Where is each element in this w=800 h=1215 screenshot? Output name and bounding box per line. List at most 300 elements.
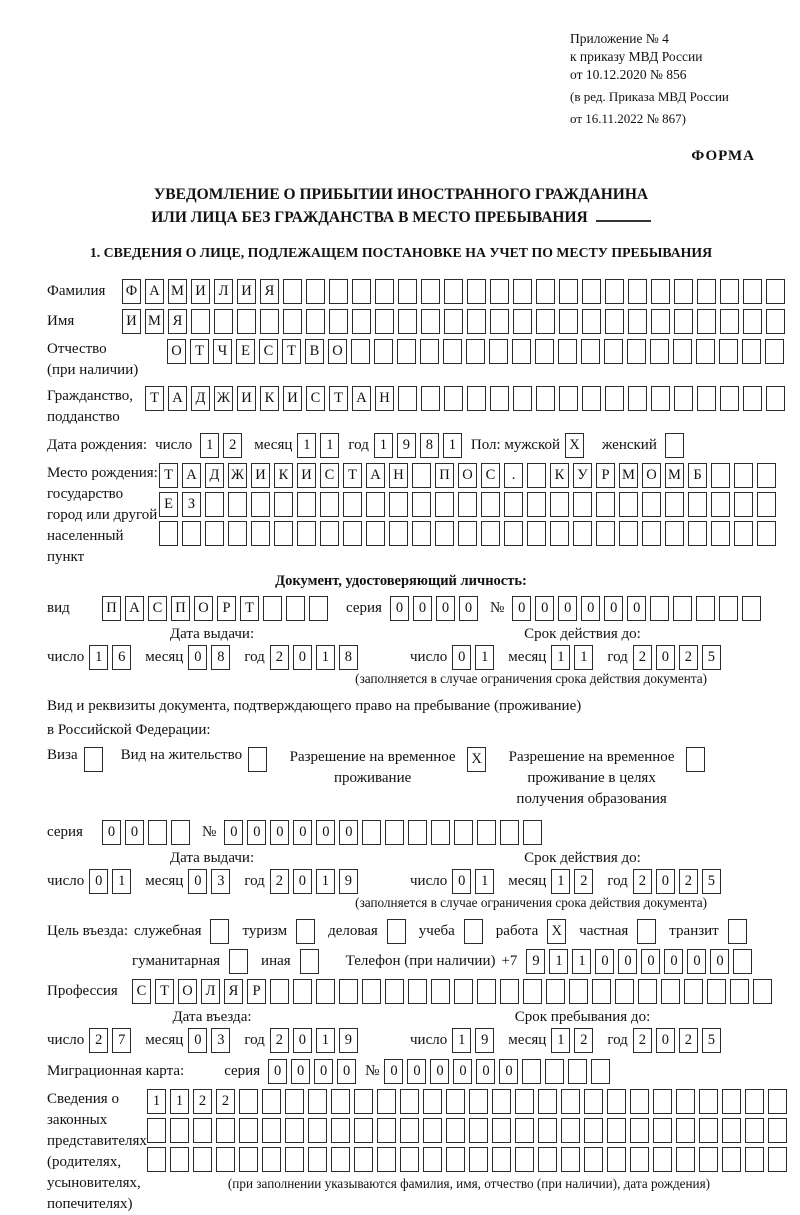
char-box[interactable]	[515, 1147, 534, 1172]
char-box[interactable]	[550, 521, 569, 546]
char-box[interactable]: О	[328, 339, 347, 364]
char-box[interactable]	[285, 1147, 304, 1172]
char-box[interactable]	[653, 1147, 672, 1172]
char-box[interactable]	[696, 339, 715, 364]
char-box[interactable]: Я	[168, 309, 187, 334]
char-box[interactable]	[757, 521, 776, 546]
char-box[interactable]: Е	[236, 339, 255, 364]
char-box[interactable]	[329, 309, 348, 334]
char-box[interactable]	[216, 1118, 235, 1143]
char-box[interactable]	[766, 309, 785, 334]
char-box[interactable]: 0	[247, 820, 266, 845]
char-box[interactable]	[400, 1118, 419, 1143]
char-box[interactable]	[665, 521, 684, 546]
char-box[interactable]	[605, 386, 624, 411]
char-box[interactable]	[171, 820, 190, 845]
char-box[interactable]	[674, 386, 693, 411]
char-box[interactable]	[228, 492, 247, 517]
char-box[interactable]: X	[467, 747, 486, 772]
char-box[interactable]	[696, 596, 715, 621]
char-box[interactable]	[148, 820, 167, 845]
char-box[interactable]	[306, 279, 325, 304]
char-box[interactable]: 0	[664, 949, 683, 974]
char-box[interactable]: Б	[688, 463, 707, 488]
char-box[interactable]: Н	[389, 463, 408, 488]
char-box[interactable]	[490, 279, 509, 304]
char-box[interactable]: Т	[343, 463, 362, 488]
char-box[interactable]	[467, 309, 486, 334]
char-box[interactable]	[331, 1147, 350, 1172]
char-box[interactable]: А	[168, 386, 187, 411]
char-box[interactable]	[745, 1147, 764, 1172]
char-box[interactable]	[768, 1147, 787, 1172]
char-box[interactable]	[205, 521, 224, 546]
char-box[interactable]	[628, 309, 647, 334]
char-box[interactable]: 2	[216, 1089, 235, 1114]
char-box[interactable]: 0	[499, 1059, 518, 1084]
char-box[interactable]: 0	[656, 1028, 675, 1053]
char-box[interactable]: А	[352, 386, 371, 411]
char-box[interactable]	[467, 386, 486, 411]
char-box[interactable]	[329, 279, 348, 304]
char-box[interactable]	[500, 979, 519, 1004]
char-box[interactable]: 9	[339, 869, 358, 894]
char-box[interactable]: 2	[89, 1028, 108, 1053]
char-box[interactable]	[308, 1089, 327, 1114]
char-box[interactable]	[205, 492, 224, 517]
char-box[interactable]	[768, 1118, 787, 1143]
char-box[interactable]: 0	[656, 869, 675, 894]
char-box[interactable]	[210, 919, 229, 944]
char-box[interactable]: 1	[316, 645, 335, 670]
char-box[interactable]: 1	[89, 645, 108, 670]
char-box[interactable]	[605, 309, 624, 334]
char-box[interactable]: 2	[574, 1028, 593, 1053]
char-box[interactable]	[697, 386, 716, 411]
char-box[interactable]	[398, 386, 417, 411]
char-box[interactable]	[214, 309, 233, 334]
char-box[interactable]	[728, 919, 747, 944]
char-box[interactable]: 0	[604, 596, 623, 621]
char-box[interactable]	[730, 979, 749, 1004]
char-box[interactable]: 0	[581, 596, 600, 621]
char-box[interactable]: 9	[526, 949, 545, 974]
char-box[interactable]: 0	[407, 1059, 426, 1084]
char-box[interactable]	[573, 492, 592, 517]
char-box[interactable]	[607, 1089, 626, 1114]
char-box[interactable]	[408, 820, 427, 845]
char-box[interactable]: 0	[627, 596, 646, 621]
char-box[interactable]	[653, 1089, 672, 1114]
char-box[interactable]	[446, 1147, 465, 1172]
char-box[interactable]	[642, 521, 661, 546]
char-box[interactable]: 0	[618, 949, 637, 974]
char-box[interactable]: 0	[453, 1059, 472, 1084]
char-box[interactable]	[466, 339, 485, 364]
char-box[interactable]: 0	[595, 949, 614, 974]
char-box[interactable]	[688, 492, 707, 517]
char-box[interactable]	[513, 309, 532, 334]
char-box[interactable]	[464, 919, 483, 944]
char-box[interactable]	[343, 492, 362, 517]
char-box[interactable]	[569, 979, 588, 1004]
char-box[interactable]	[720, 309, 739, 334]
char-box[interactable]	[653, 1118, 672, 1143]
char-box[interactable]	[527, 492, 546, 517]
char-box[interactable]	[504, 492, 523, 517]
char-box[interactable]: М	[619, 463, 638, 488]
char-box[interactable]	[320, 492, 339, 517]
char-box[interactable]	[216, 1147, 235, 1172]
char-box[interactable]: 0	[337, 1059, 356, 1084]
char-box[interactable]: С	[306, 386, 325, 411]
char-box[interactable]	[722, 1118, 741, 1143]
char-box[interactable]: 1	[316, 869, 335, 894]
char-box[interactable]	[699, 1089, 718, 1114]
char-box[interactable]: 0	[452, 869, 471, 894]
char-box[interactable]	[182, 521, 201, 546]
char-box[interactable]	[582, 309, 601, 334]
char-box[interactable]	[523, 820, 542, 845]
char-box[interactable]: А	[145, 279, 164, 304]
char-box[interactable]	[607, 1118, 626, 1143]
char-box[interactable]	[444, 309, 463, 334]
char-box[interactable]	[260, 309, 279, 334]
char-box[interactable]	[481, 521, 500, 546]
char-box[interactable]	[536, 279, 555, 304]
char-box[interactable]: М	[145, 309, 164, 334]
char-box[interactable]: 0	[535, 596, 554, 621]
char-box[interactable]	[331, 1118, 350, 1143]
char-box[interactable]	[490, 309, 509, 334]
char-box[interactable]	[720, 386, 739, 411]
char-box[interactable]	[375, 309, 394, 334]
char-box[interactable]: 2	[679, 869, 698, 894]
char-box[interactable]	[582, 386, 601, 411]
char-box[interactable]: 0	[270, 820, 289, 845]
char-box[interactable]	[684, 979, 703, 1004]
char-box[interactable]: О	[642, 463, 661, 488]
char-box[interactable]: 9	[397, 433, 416, 458]
char-box[interactable]	[651, 279, 670, 304]
char-box[interactable]: А	[366, 463, 385, 488]
char-box[interactable]	[522, 1059, 541, 1084]
char-box[interactable]: Т	[145, 386, 164, 411]
char-box[interactable]	[343, 521, 362, 546]
char-box[interactable]: 0	[268, 1059, 287, 1084]
char-box[interactable]	[362, 979, 381, 1004]
char-box[interactable]: 0	[89, 869, 108, 894]
char-box[interactable]	[699, 1118, 718, 1143]
char-box[interactable]	[489, 339, 508, 364]
char-box[interactable]	[546, 979, 565, 1004]
char-box[interactable]	[561, 1147, 580, 1172]
char-box[interactable]: З	[182, 492, 201, 517]
char-box[interactable]	[229, 949, 248, 974]
char-box[interactable]: И	[251, 463, 270, 488]
char-box[interactable]	[651, 386, 670, 411]
char-box[interactable]	[561, 1118, 580, 1143]
char-box[interactable]: 1	[147, 1089, 166, 1114]
char-box[interactable]	[454, 979, 473, 1004]
char-box[interactable]	[638, 979, 657, 1004]
char-box[interactable]	[300, 949, 319, 974]
char-box[interactable]: 2	[193, 1089, 212, 1114]
char-box[interactable]	[420, 339, 439, 364]
char-box[interactable]	[768, 1089, 787, 1114]
char-box[interactable]: Ч	[213, 339, 232, 364]
char-box[interactable]	[170, 1147, 189, 1172]
char-box[interactable]	[743, 386, 762, 411]
char-box[interactable]	[467, 279, 486, 304]
char-box[interactable]	[285, 1118, 304, 1143]
char-box[interactable]: И	[297, 463, 316, 488]
char-box[interactable]: 8	[420, 433, 439, 458]
char-box[interactable]	[387, 919, 406, 944]
char-box[interactable]: 8	[211, 645, 230, 670]
char-box[interactable]: 1	[572, 949, 591, 974]
char-box[interactable]	[535, 339, 554, 364]
char-box[interactable]	[745, 1118, 764, 1143]
char-box[interactable]: С	[481, 463, 500, 488]
char-box[interactable]	[573, 521, 592, 546]
char-box[interactable]	[742, 339, 761, 364]
char-box[interactable]	[366, 521, 385, 546]
char-box[interactable]: 1	[475, 869, 494, 894]
char-box[interactable]	[650, 339, 669, 364]
char-box[interactable]: 1	[316, 1028, 335, 1053]
char-box[interactable]	[262, 1118, 281, 1143]
char-box[interactable]	[513, 279, 532, 304]
char-box[interactable]	[481, 492, 500, 517]
char-box[interactable]: 0	[339, 820, 358, 845]
char-box[interactable]: Л	[201, 979, 220, 1004]
char-box[interactable]: 0	[476, 1059, 495, 1084]
char-box[interactable]	[446, 1089, 465, 1114]
char-box[interactable]	[421, 386, 440, 411]
char-box[interactable]	[431, 979, 450, 1004]
char-box[interactable]: 2	[270, 645, 289, 670]
char-box[interactable]	[559, 279, 578, 304]
char-box[interactable]: О	[178, 979, 197, 1004]
char-box[interactable]	[745, 1089, 764, 1114]
char-box[interactable]	[561, 1089, 580, 1114]
char-box[interactable]: 3	[211, 1028, 230, 1053]
char-box[interactable]: 0	[430, 1059, 449, 1084]
char-box[interactable]	[366, 492, 385, 517]
char-box[interactable]	[159, 521, 178, 546]
char-box[interactable]	[274, 521, 293, 546]
char-box[interactable]: П	[171, 596, 190, 621]
char-box[interactable]	[469, 1118, 488, 1143]
char-box[interactable]	[707, 979, 726, 1004]
char-box[interactable]	[262, 1147, 281, 1172]
char-box[interactable]: X	[547, 919, 566, 944]
char-box[interactable]	[559, 386, 578, 411]
char-box[interactable]	[84, 747, 103, 772]
char-box[interactable]: М	[665, 463, 684, 488]
char-box[interactable]	[385, 820, 404, 845]
char-box[interactable]: 1	[549, 949, 568, 974]
char-box[interactable]	[558, 339, 577, 364]
char-box[interactable]: 0	[384, 1059, 403, 1084]
char-box[interactable]	[766, 386, 785, 411]
char-box[interactable]	[720, 279, 739, 304]
char-box[interactable]	[765, 339, 784, 364]
char-box[interactable]	[596, 492, 615, 517]
char-box[interactable]	[477, 979, 496, 1004]
char-box[interactable]: 0	[687, 949, 706, 974]
char-box[interactable]	[170, 1118, 189, 1143]
char-box[interactable]	[504, 521, 523, 546]
char-box[interactable]	[676, 1118, 695, 1143]
char-box[interactable]	[766, 279, 785, 304]
char-box[interactable]: 2	[270, 869, 289, 894]
char-box[interactable]	[550, 492, 569, 517]
char-box[interactable]: Т	[329, 386, 348, 411]
char-box[interactable]	[697, 309, 716, 334]
char-box[interactable]	[454, 820, 473, 845]
char-box[interactable]	[743, 279, 762, 304]
char-box[interactable]	[584, 1147, 603, 1172]
char-box[interactable]: 3	[211, 869, 230, 894]
char-box[interactable]	[607, 1147, 626, 1172]
char-box[interactable]	[458, 521, 477, 546]
char-box[interactable]: 0	[512, 596, 531, 621]
char-box[interactable]	[477, 820, 496, 845]
char-box[interactable]	[339, 979, 358, 1004]
char-box[interactable]: 0	[316, 820, 335, 845]
char-box[interactable]: 6	[112, 645, 131, 670]
char-box[interactable]: Д	[205, 463, 224, 488]
char-box[interactable]	[270, 979, 289, 1004]
char-box[interactable]	[435, 492, 454, 517]
char-box[interactable]: О	[167, 339, 186, 364]
char-box[interactable]	[398, 279, 417, 304]
char-box[interactable]	[490, 386, 509, 411]
char-box[interactable]	[674, 309, 693, 334]
char-box[interactable]: 1	[297, 433, 316, 458]
char-box[interactable]	[711, 463, 730, 488]
char-box[interactable]	[628, 386, 647, 411]
char-box[interactable]	[538, 1118, 557, 1143]
char-box[interactable]: 1	[452, 1028, 471, 1053]
char-box[interactable]	[661, 979, 680, 1004]
char-box[interactable]	[193, 1118, 212, 1143]
char-box[interactable]	[352, 309, 371, 334]
char-box[interactable]	[619, 521, 638, 546]
char-box[interactable]	[500, 820, 519, 845]
char-box[interactable]: 9	[475, 1028, 494, 1053]
char-box[interactable]: С	[148, 596, 167, 621]
char-box[interactable]: 0	[656, 645, 675, 670]
char-box[interactable]	[515, 1089, 534, 1114]
char-box[interactable]: 0	[188, 645, 207, 670]
char-box[interactable]: 2	[633, 645, 652, 670]
char-box[interactable]: 0	[102, 820, 121, 845]
char-box[interactable]	[228, 521, 247, 546]
char-box[interactable]	[627, 339, 646, 364]
char-box[interactable]	[263, 596, 282, 621]
char-box[interactable]	[711, 492, 730, 517]
char-box[interactable]	[283, 309, 302, 334]
char-box[interactable]	[676, 1089, 695, 1114]
char-box[interactable]	[734, 463, 753, 488]
char-box[interactable]	[400, 1089, 419, 1114]
char-box[interactable]: У	[573, 463, 592, 488]
char-box[interactable]	[538, 1147, 557, 1172]
char-box[interactable]	[251, 521, 270, 546]
char-box[interactable]: 2	[223, 433, 242, 458]
char-box[interactable]	[665, 492, 684, 517]
char-box[interactable]	[423, 1118, 442, 1143]
char-box[interactable]	[377, 1089, 396, 1114]
char-box[interactable]	[377, 1118, 396, 1143]
char-box[interactable]: П	[102, 596, 121, 621]
char-box[interactable]	[331, 1089, 350, 1114]
char-box[interactable]: 0	[558, 596, 577, 621]
char-box[interactable]	[673, 596, 692, 621]
char-box[interactable]	[582, 279, 601, 304]
char-box[interactable]	[673, 339, 692, 364]
char-box[interactable]	[651, 309, 670, 334]
char-box[interactable]	[308, 1118, 327, 1143]
char-box[interactable]: 1	[374, 433, 393, 458]
char-box[interactable]: 0	[224, 820, 243, 845]
char-box[interactable]	[492, 1147, 511, 1172]
char-box[interactable]: А	[182, 463, 201, 488]
char-box[interactable]: И	[237, 386, 256, 411]
char-box[interactable]	[423, 1089, 442, 1114]
char-box[interactable]	[248, 747, 267, 772]
char-box[interactable]: 0	[390, 596, 409, 621]
char-box[interactable]: С	[320, 463, 339, 488]
char-box[interactable]: 1	[551, 1028, 570, 1053]
char-box[interactable]	[239, 1089, 258, 1114]
char-box[interactable]	[400, 1147, 419, 1172]
char-box[interactable]: Д	[191, 386, 210, 411]
char-box[interactable]: 0	[293, 869, 312, 894]
char-box[interactable]: К	[550, 463, 569, 488]
char-box[interactable]	[306, 309, 325, 334]
char-box[interactable]	[637, 919, 656, 944]
char-box[interactable]: 5	[702, 1028, 721, 1053]
char-box[interactable]	[642, 492, 661, 517]
char-box[interactable]	[515, 1118, 534, 1143]
char-box[interactable]	[753, 979, 772, 1004]
char-box[interactable]	[444, 279, 463, 304]
char-box[interactable]	[389, 521, 408, 546]
char-box[interactable]	[351, 339, 370, 364]
char-box[interactable]	[523, 979, 542, 1004]
char-box[interactable]: Я	[224, 979, 243, 1004]
char-box[interactable]	[239, 1147, 258, 1172]
char-box[interactable]: 0	[188, 1028, 207, 1053]
char-box[interactable]	[686, 747, 705, 772]
char-box[interactable]	[237, 309, 256, 334]
char-box[interactable]: Т	[282, 339, 301, 364]
char-box[interactable]	[443, 339, 462, 364]
char-box[interactable]: С	[132, 979, 151, 1004]
char-box[interactable]: 0	[710, 949, 729, 974]
char-box[interactable]	[734, 521, 753, 546]
char-box[interactable]	[568, 1059, 587, 1084]
char-box[interactable]: 5	[702, 869, 721, 894]
char-box[interactable]	[559, 309, 578, 334]
char-box[interactable]: 0	[314, 1059, 333, 1084]
char-box[interactable]: 1	[551, 869, 570, 894]
char-box[interactable]	[308, 1147, 327, 1172]
